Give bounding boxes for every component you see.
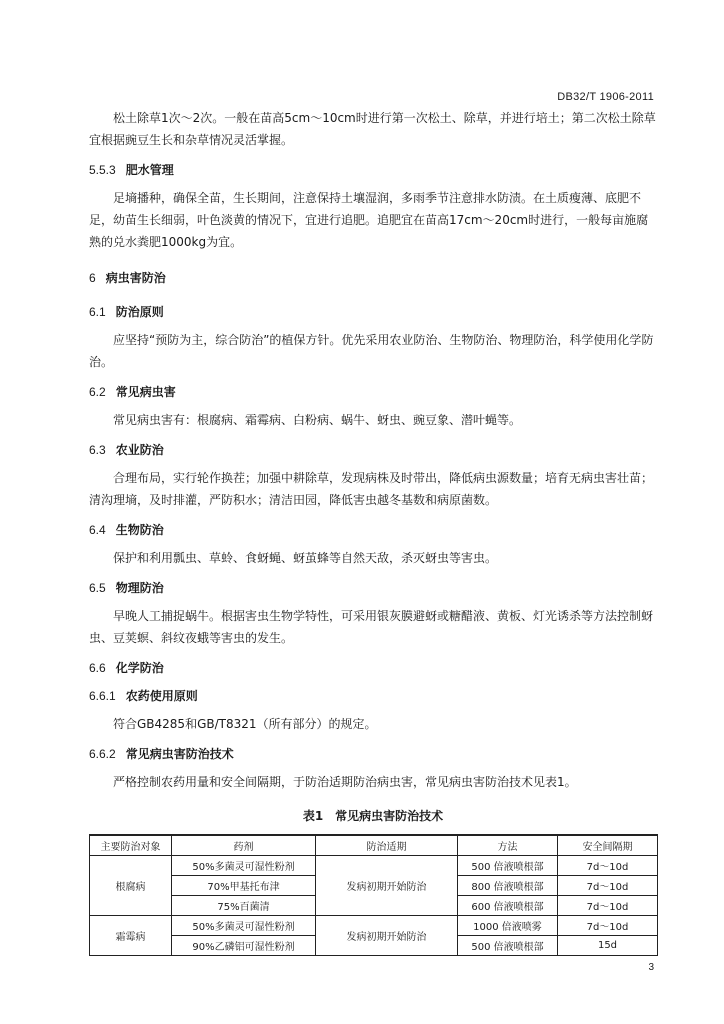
header-interval: 安全间隔期 <box>558 835 658 856</box>
section-heading <box>89 659 657 677</box>
section-title: 化学防治 <box>115 661 164 675</box>
cell-method: 500 倍液喷根部 <box>458 856 558 876</box>
paragraph: 严格控制农药用量和安全间隔期，于防治适期防治病虫害，常见病虫害防治技术见表1。 <box>113 775 577 789</box>
cell-interval: 7d～10d <box>558 916 658 936</box>
cell-agent: 50%多菌灵可湿性粉剂 <box>172 856 316 876</box>
section-title: 肥水管理 <box>125 163 174 177</box>
section-number: 6.3 <box>89 443 106 457</box>
section-heading <box>89 441 657 459</box>
section-title: 常见病虫害 <box>115 385 176 399</box>
document-code: DB32/T 1906-2011 <box>557 91 654 103</box>
paragraph: 符合GB4285和GB/T8321（所有部分）的规定。 <box>113 717 377 731</box>
header-target: 主要防治对象 <box>90 835 172 856</box>
cell-method: 500 倍液喷根部 <box>458 936 558 956</box>
header-agent: 药剂 <box>172 835 316 856</box>
paragraph: 松土除草1次～2次。一般在苗高5cm～10cm时进行第一次松土、除草，并进行培土；第二次松土除草宜根据豌豆生长和杂草情况灵活掌握。 <box>89 111 656 147</box>
section-title: 农药使用原则 <box>125 689 198 703</box>
cell-interval: 7d～10d <box>558 876 658 896</box>
cell-agent: 90%乙磷铝可湿性粉剂 <box>172 936 316 956</box>
text-blocks <box>89 107 657 793</box>
section-number: 6.2 <box>89 385 106 399</box>
cell-agent: 75%百菌清 <box>172 896 316 916</box>
section-title: 常见病虫害防治技术 <box>125 747 234 761</box>
cell-timing: 发病初期开始防治 <box>316 856 458 916</box>
cell-method: 600 倍液喷根部 <box>458 896 558 916</box>
header-method: 方法 <box>458 835 558 856</box>
cell-method: 1000 倍液喷雾 <box>458 916 558 936</box>
section-title: 物理防治 <box>115 581 164 595</box>
section-title: 病虫害防治 <box>105 271 166 285</box>
cell-interval: 15d <box>558 936 658 956</box>
section-heading <box>89 303 657 321</box>
header-timing: 防治适期 <box>316 835 458 856</box>
section-number: 6 <box>89 271 96 285</box>
page-number: 3 <box>648 962 654 973</box>
section-title: 农业防治 <box>115 443 164 457</box>
section-heading <box>89 161 657 179</box>
paragraph: 合理布局，实行轮作换茬；加强中耕除草，发现病株及时带出，降低病虫源数量；培育无病虫害壮苗；清沟理墒，及时排灌，严防积水；清洁田园，降低害虫越冬基数和病原菌数。 <box>89 471 654 507</box>
cell-timing: 发病初期开始防治 <box>316 916 458 956</box>
cell-interval: 7d～10d <box>558 856 658 876</box>
cell-interval: 7d～10d <box>558 896 658 916</box>
section-heading <box>89 579 657 597</box>
paragraph: 早晚人工捕捉蜗牛。根据害虫生物学特性，可采用银灰膜避蚜或糖醋液、黄板、灯光诱杀等方法控制蚜虫、豆荚螟、斜纹夜蛾等害虫的发生。 <box>89 609 654 645</box>
cell-method: 800 倍液喷根部 <box>458 876 558 896</box>
paragraph: 保护和利用瓢虫、草蛉、食蚜蝇、蚜茧蜂等自然天敌，杀灭蚜虫等害虫。 <box>113 551 498 565</box>
section-title: 生物防治 <box>115 523 164 537</box>
section-number: 6.4 <box>89 523 106 537</box>
cell-target: 霜霉病 <box>90 916 172 956</box>
section-number: 6.6.1 <box>89 689 116 703</box>
section-heading <box>89 687 657 705</box>
paragraph: 常见病虫害有：根腐病、霜霉病、白粉病、蜗牛、蚜虫、豌豆象、潜叶蝇等。 <box>113 413 522 427</box>
table-row <box>90 916 658 936</box>
section-number: 6.6 <box>89 661 106 675</box>
section-heading <box>89 269 657 287</box>
section-heading <box>89 383 657 401</box>
section-title: 防治原则 <box>115 305 164 319</box>
table-caption: 表1 常见病虫害防治技术 <box>302 809 444 823</box>
table-header-row <box>90 835 658 856</box>
section-heading <box>89 521 657 539</box>
paragraph: 足墒播种，确保全苗，生长期间，注意保持土壤湿润，多雨季节注意排水防渍。在土质瘦薄、底肥不足，幼苗生长细弱，叶色淡黄的情况下，宜进行追肥。追肥宜在苗高17cm～20cm时进行，一般每亩施腐熟的兑水粪肥1000kg为宜。 <box>89 191 649 249</box>
section-number: 6.5 <box>89 581 106 595</box>
paragraph: 应坚持“预防为主，综合防治”的植保方针。优先采用农业防治、生物防治、物理防治，科学使用化学防治。 <box>89 333 654 369</box>
document-body <box>89 107 657 956</box>
section-heading <box>89 745 657 763</box>
section-number: 5.5.3 <box>89 163 116 177</box>
cell-agent: 50%多菌灵可湿性粉剂 <box>172 916 316 936</box>
section-number: 6.1 <box>89 305 106 319</box>
cell-target: 根腐病 <box>90 856 172 916</box>
pest-control-table <box>89 834 658 956</box>
section-number: 6.6.2 <box>89 747 116 761</box>
table-row <box>90 856 658 876</box>
cell-agent: 70%甲基托布津 <box>172 876 316 896</box>
